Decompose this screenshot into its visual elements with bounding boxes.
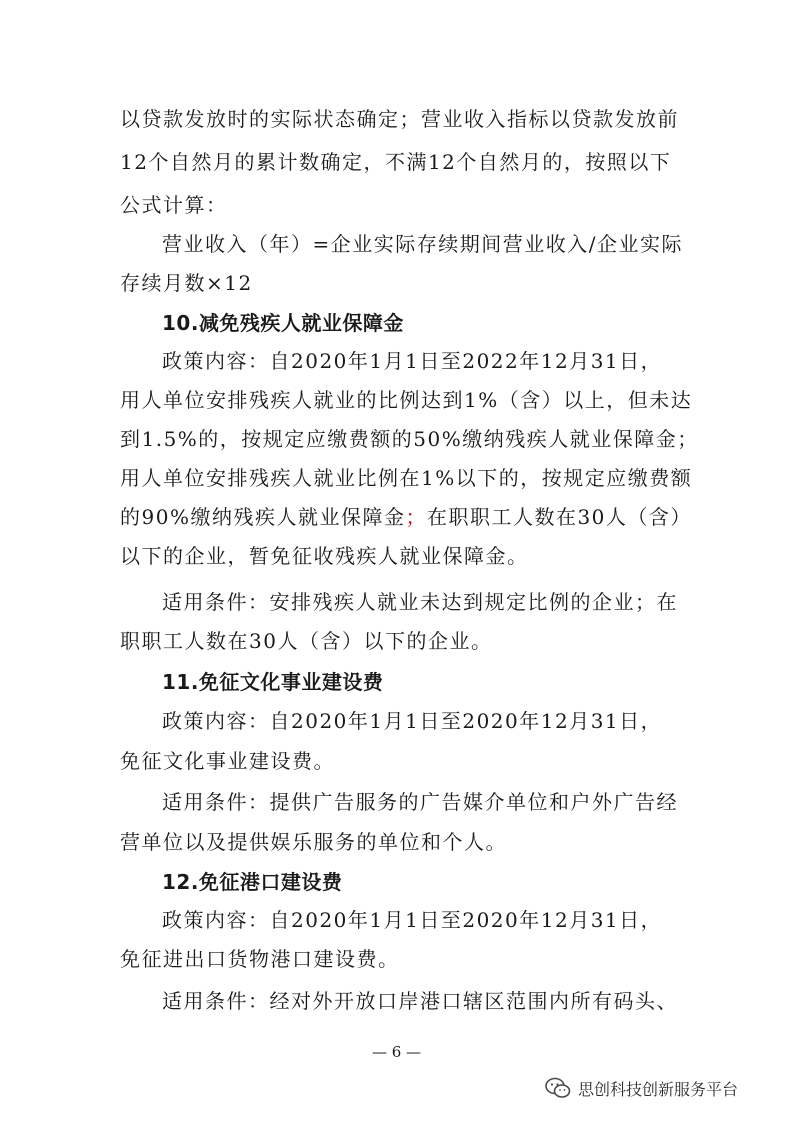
body-line: 政策内容：自2020年1月1日至2022年12月31日， (162, 349, 663, 373)
body-line: 以贷款发放时的实际状态确定；营业收入指标以贷款发放前 (120, 107, 679, 131)
wechat-icon (545, 1077, 571, 1099)
body-line: 到1.5%的，按规定应缴费额的50%缴纳残疾人就业保障金； (120, 427, 699, 451)
body-text: 的90%缴纳残疾人就业保障金 (120, 505, 406, 529)
page-number: — 6 — (371, 1043, 422, 1061)
section-heading-11: 11.免征文化事业建设费 (162, 670, 384, 694)
body-line: 以下的企业，暂免征收残疾人就业保障金。 (120, 544, 529, 568)
section-heading-12: 12.免征港口建设费 (162, 870, 343, 894)
body-line: 营单位以及提供娱乐服务的单位和个人。 (120, 830, 507, 854)
body-line: 适用条件：安排残疾人就业未达到规定比例的企业；在 (162, 590, 678, 614)
body-line: 免征进出口货物港口建设费。 (120, 947, 400, 971)
body-line: 政策内容：自2020年1月1日至2020年12月31日， (162, 908, 663, 932)
body-line: 免征文化事业建设费。 (120, 749, 335, 773)
body-line: 职职工人数在30人（含）以下的企业。 (120, 629, 493, 653)
watermark (545, 1075, 738, 1101)
body-line: 用人单位安排残疾人就业的比例达到1%（含）以上，但未达 (120, 388, 693, 412)
body-line: 用人单位安排残疾人就业比例在1%以下的，按规定应缴费额 (120, 466, 693, 490)
red-semicolon: ； (405, 505, 427, 529)
body-line (120, 503, 692, 531)
body-line: 12个自然月的累计数确定，不满12个自然月的，按照以下 (120, 150, 672, 174)
formula-line: 营业收入（年）=企业实际存续期间营业收入/企业实际 (162, 232, 683, 256)
body-line: 适用条件：经对外开放口岸港口辖区范围内所有码头、 (162, 989, 678, 1013)
body-line: 政策内容：自2020年1月1日至2020年12月31日， (162, 709, 663, 733)
body-line: 适用条件：提供广告服务的广告媒介单位和户外广告经 (162, 790, 678, 814)
body-line: 公式计算： (120, 193, 228, 217)
watermark-text: 思创科技创新服务平台 (578, 1079, 739, 1099)
body-text: 在职职工人数在30人（含） (426, 505, 692, 529)
formula-line: 存续月数×12 (120, 271, 253, 295)
section-heading-10: 10.减免残疾人就业保障金 (162, 311, 404, 335)
